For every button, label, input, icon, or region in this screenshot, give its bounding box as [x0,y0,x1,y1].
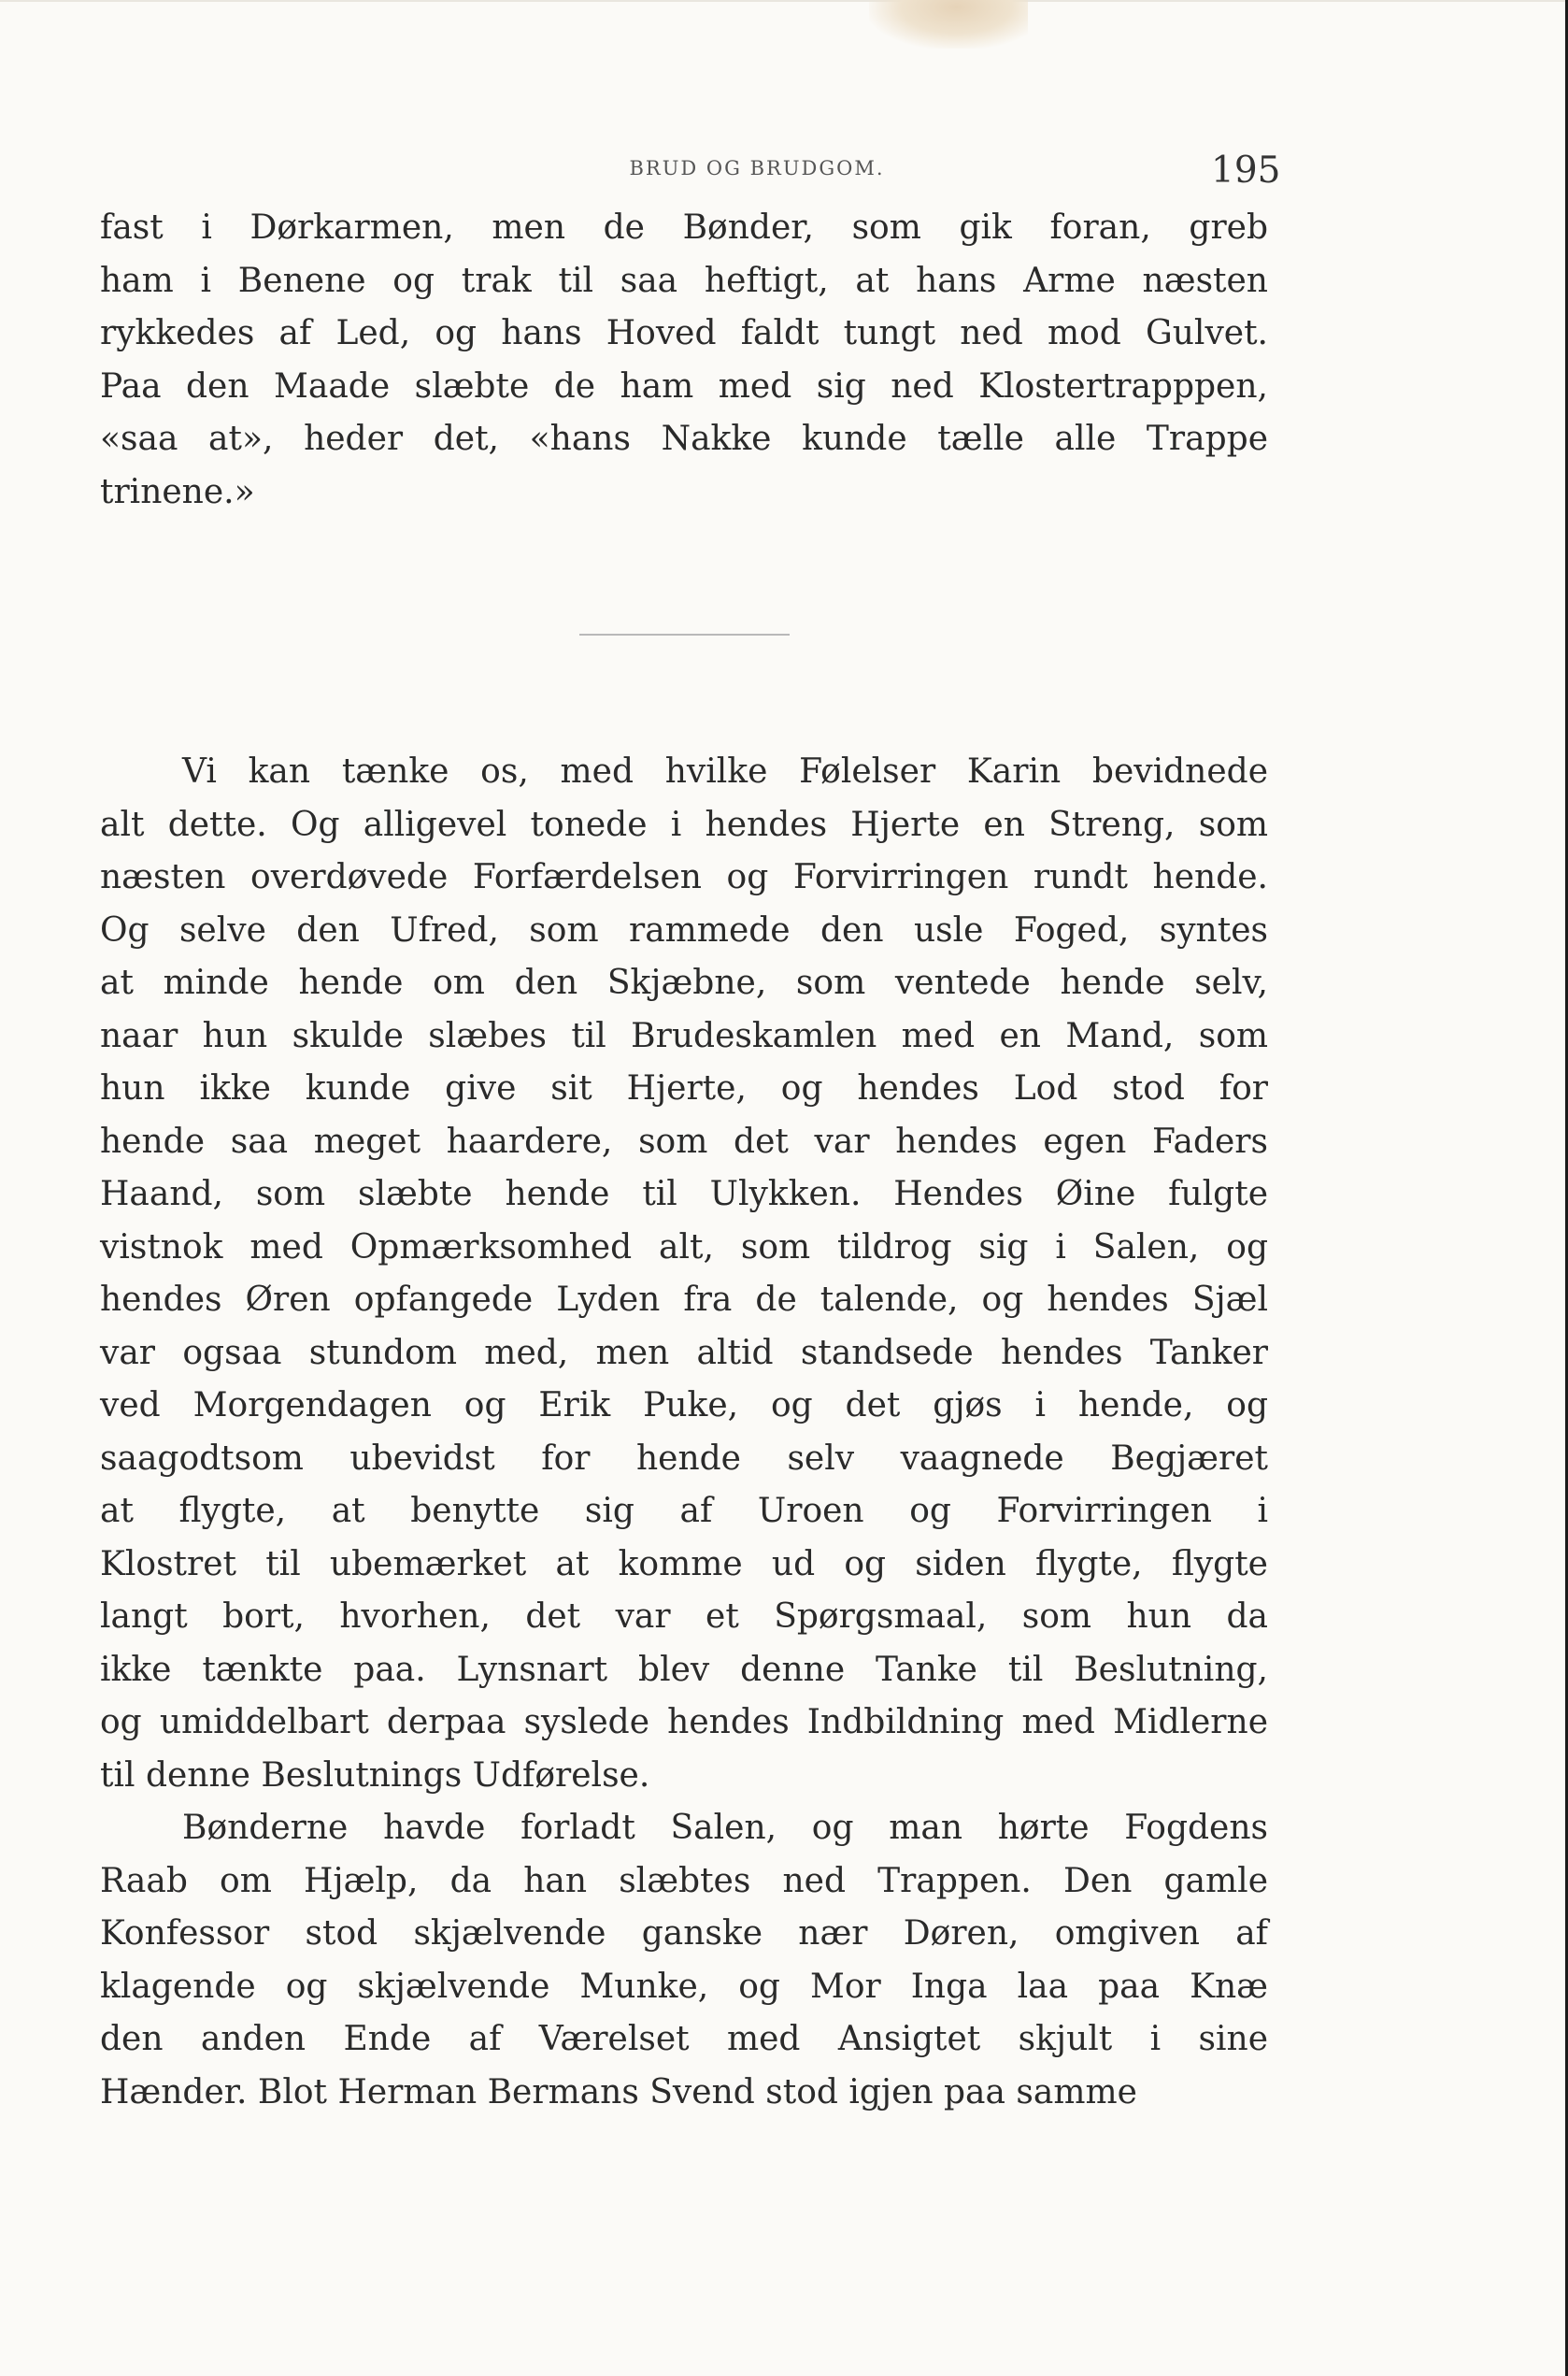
text-line: saagodtsom ubevidst for hende selv vaagnede Begjæret [100,1438,1268,1478]
text-line: Haand, som slæbte hende til Ulykken. Hendes Øine fulgte [100,1175,1268,1213]
text-line: Vi kan tænke os, med hvilke Følelser Karin bevidnede [182,752,1268,791]
running-head: BRUD OG BRUDGOM. [629,157,885,179]
text-line: hende saa meget haardere, som det var hendes egen Faders [100,1122,1268,1161]
page-top-edge [0,0,1568,2]
text-line: fast i Dørkarmen, men de Bønder, som gik foran, greb [100,208,1268,247]
page-number: 195 [1211,150,1281,192]
text-line: vistnok med Opmærksomhed alt, som tildrog sig i Salen, og [100,1227,1268,1267]
text-line: Paa den Maade slæbte de ham med sig ned Klostertrapppen, [100,366,1268,406]
text-line: «saa at», heder det, «hans Nakke kunde tælle alle Trappe [100,420,1268,458]
text-line: Og selve den Ufred, som rammede den usle Foged, syntes [100,910,1268,950]
text-line: til denne Beslutnings Udførelse. [100,1755,650,1795]
text-line: at minde hende om den Skjæbne, som ventede hende selv, [100,964,1268,1002]
text-line: ham i Benene og trak til saa heftigt, at hans Arme næsten [100,261,1268,300]
text-line: Konfessor stod skjælvende ganske nær Døren, omgiven af [100,1914,1268,1953]
text-line: hendes Øren opfangede Lyden fra de talende, og hendes Sjæl [100,1281,1268,1319]
text-line: klagende og skjælvende Munke, og Mor Inga laa paa Knæ [100,1967,1268,2006]
text-line: den anden Ende af Værelset med Ansigtet skjult i sine [100,2020,1268,2058]
paragraph-bonderne [100,1802,1268,2119]
text-line: at flygte, at benytte sig af Uroen og Forvirringen i [100,1492,1268,1530]
text-line: alt dette. Og alligevel tonede i hendes Hjerte en Streng, som [100,805,1268,844]
text-line: var ogsaa stundom med, men altid standsede hendes Tanker [100,1333,1268,1372]
paper-stain [869,0,1028,49]
paragraph-karin [100,746,1268,1802]
text-line: langt bort, hvorhen, det var et Spørgsmaal, som hun da [100,1597,1268,1636]
text-line: Klostret til ubemærket at komme ud og siden flygte, flygte [100,1544,1268,1583]
text-line: ved Morgendagen og Erik Puke, og det gjøs i hende, og [100,1386,1268,1424]
text-line: Raab om Hjælp, da han slæbtes ned Trappen. Den gamle [100,1861,1268,1900]
text-line: næsten overdøvede Forfærdelsen og Forvirringen rundt hende. [100,858,1268,896]
text-line: ikke tænkte paa. Lynsnart blev denne Tanke til Beslutning, [100,1650,1268,1689]
text-line: trinene.» [100,472,255,511]
text-line: naar hun skulde slæbes til Brudeskamlen med en Mand, som [100,1016,1268,1055]
paragraph-continuation [100,202,1268,519]
text-line: hun ikke kunde give sit Hjerte, og hendes Lod stod for [100,1069,1268,1108]
text-line: Bønderne havde forladt Salen, og man hørte Fogdens [182,1809,1268,1847]
text-line: og umiddelbart derpaa syslede hendes Indbildning med Midlerne [100,1703,1268,1741]
text-line: Hænder. Blot Herman Bermans Svend stod igjen paa samme [100,2072,1137,2111]
text-line: rykkedes af Led, og hans Hoved faldt tungt ned mod Gulvet. [100,314,1268,352]
section-divider [579,634,790,636]
